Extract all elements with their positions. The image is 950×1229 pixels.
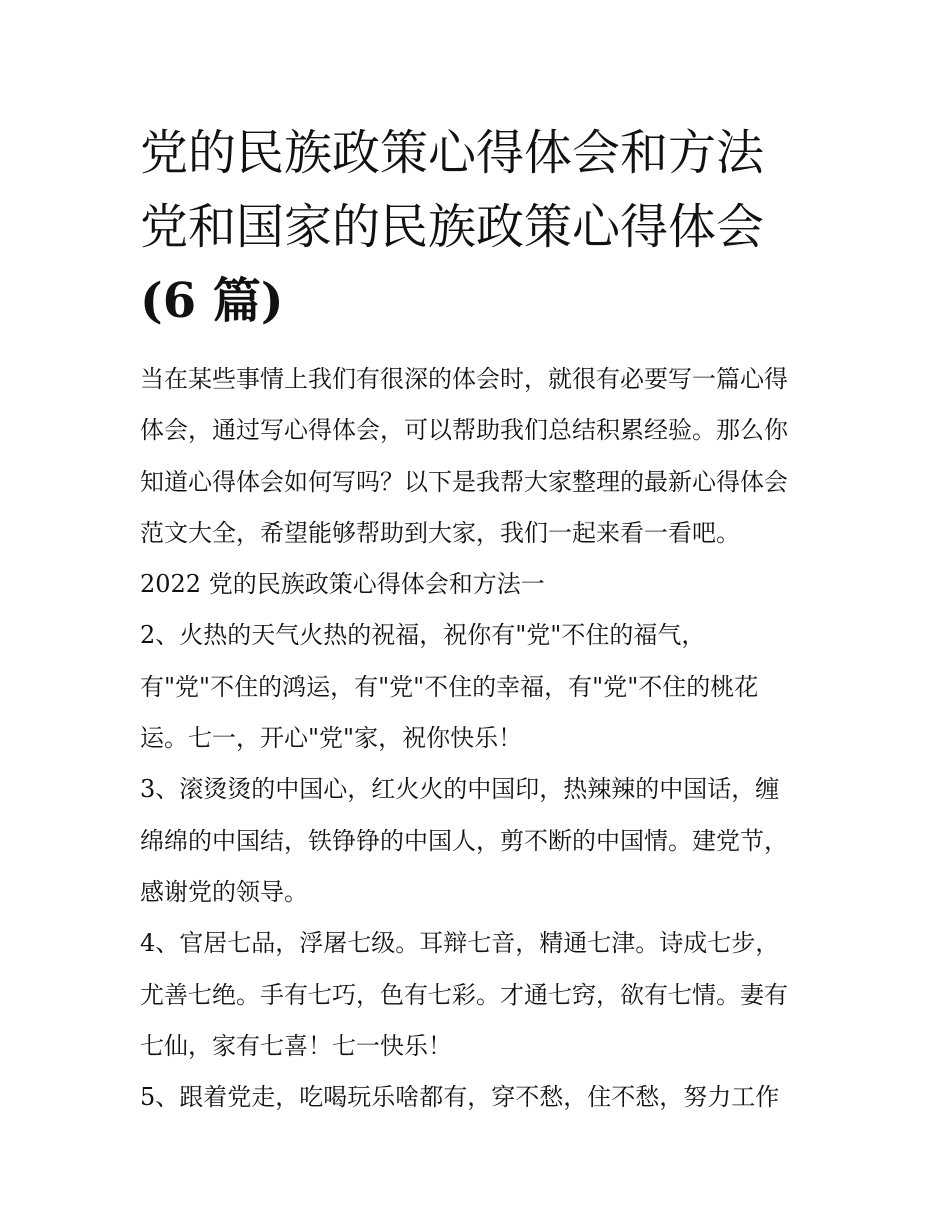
body-line: 5、跟着党走，吃喝玩乐啥都有，穿不愁，住不愁，努力工作 [140,1083,780,1112]
body-line: 2、火热的天气火热的祝福，祝你有"党"不住的福气， [140,621,706,650]
document-title [140,116,820,338]
body-line: 七仙，家有七喜！七一快乐！ [140,1031,452,1060]
section-heading: 2022 党的民族政策心得体会和方法一 [140,570,545,599]
document-body [140,354,830,1123]
body-line: 绵绵的中国结，铁铮铮的中国人，剪不断的中国情。建党节， [140,826,788,855]
body-line: 尤善七绝。手有七巧，色有七彩。才通七窍，欲有七情。妻有 [140,980,788,1009]
body-line: 4、官居七品，浮屠七级。耳辩七音，精通七津。诗成七步， [140,929,780,958]
title-line-2: 党和国家的民族政策心得体会 [140,199,765,255]
body-line: 3、滚烫烫的中国心，红火火的中国印，热辣辣的中国话，缠 [140,775,780,804]
body-line: 知道心得体会如何写吗？以下是我帮大家整理的最新心得体会 [140,467,788,496]
body-line: 范文大全，希望能够帮助到大家，我们一起来看一看吧。 [140,518,740,547]
title-line-1: 党的民族政策心得体会和方法 [140,125,765,181]
body-line: 有"党"不住的鸿运，有"党"不住的幸福，有"党"不住的桃花 [140,672,759,701]
body-line: 当在某些事情上我们有很深的体会时，就很有必要写一篇心得 [140,365,788,393]
title-line-3: (6 篇) [140,273,284,329]
body-line: 运。七一，开心"党"家，祝你快乐！ [140,724,523,753]
body-line: 体会，通过写心得体会，可以帮助我们总结积累经验。那么你 [140,416,788,445]
body-line: 感谢党的领导。 [140,877,308,906]
